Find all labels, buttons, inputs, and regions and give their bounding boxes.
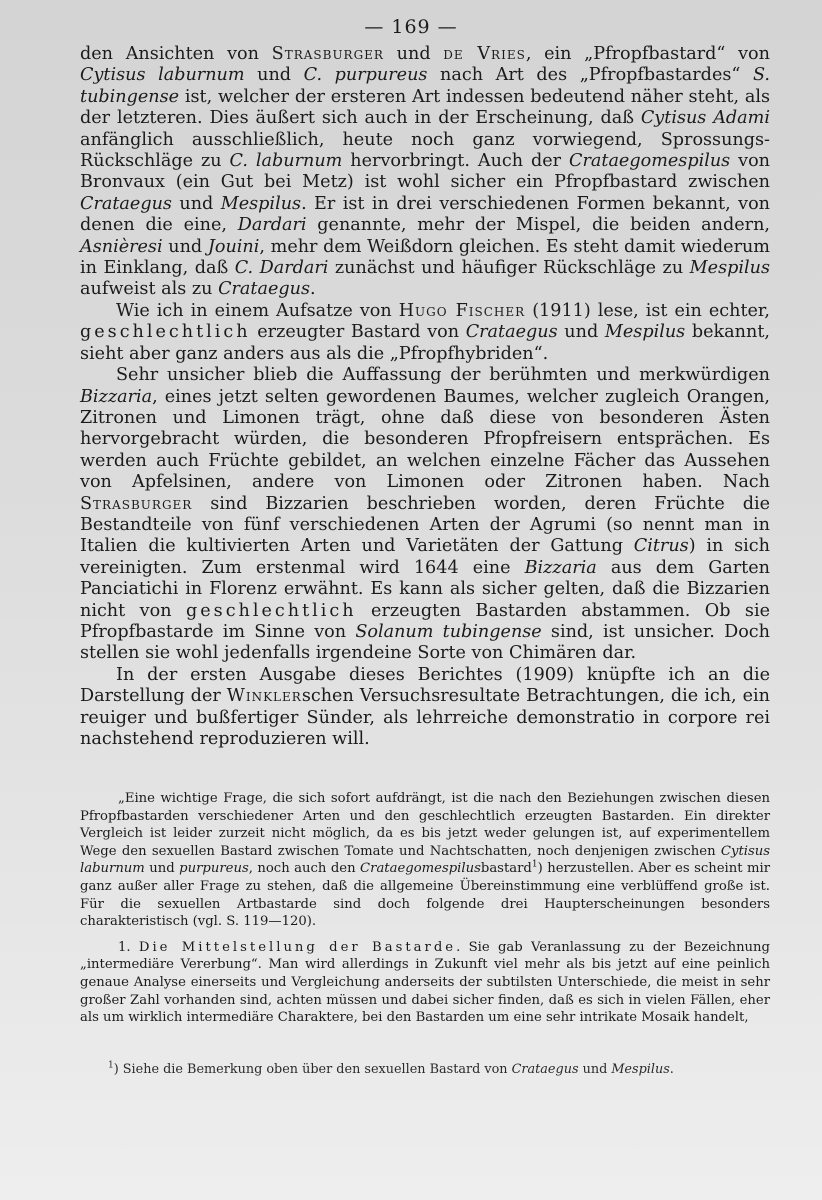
- page-number: — 169 —: [364, 16, 458, 38]
- quoted-passage: [80, 790, 770, 1027]
- body-paragraph: den Ansichten von Strasburger und de Vries, ein „Pfropfbastard“ von Cytisus laburnum und C. purpureus nach Art des „Pfropfbastardes“ S. tubingense ist, welcher der ersteren Art indessen bedeutend näher steht, als der letzteren. Dies äußert sich auch in der Erscheinung, daß Cytisus Adami anfänglich ausschließlich, heute noch ganz vorwiegend, Sprossungs-Rückschläge zu C. laburnum hervorbringt. Auch der Crataegomespilus von Bronvaux (ein Gut bei Metz) ist wohl sicher ein Pfropfbastard zwischen Crataegus und Mespilus. Er ist in drei verschiedenen Formen bekannt, von denen die eine, Dardari genannte, mehr der Mispel, die beiden andern, Asnièresi und Jouini, mehr dem Weißdorn gleichen. Es steht damit wiederum in Einklang, daß C. Dardari zunächst und häufiger Rückschläge zu Mespilus aufweist als zu Crataegus.: [80, 44, 770, 300]
- body-paragraph: In der ersten Ausgabe dieses Berichtes (1909) knüpfte ich an die Darstellung der Winklerschen Versuchsresultate Betrachtungen, die ich, ein reuiger und bußfertiger Sünder, als lehrreiche demonstratio in corpore rei nachstehend reproduzieren will.: [80, 664, 770, 749]
- footnote: $^1$) Siehe die Bemerkung oben über den sexuellen Bastard von Crataegus und Mespilus.: [108, 1060, 674, 1077]
- quote-paragraph: „Eine wichtige Frage, die sich sofort aufdrängt, ist die nach den Beziehungen zwischen diesen Pfropfbastarden verschiedener Arten und den geschlechtlich erzeugten Bastarden. Ein direkter Vergleich ist leider zurzeit nicht möglich, da es bis jetzt weder gelungen ist, auf experimentellem Wege den sexuellen Bastard zwischen Tomate und Nachtschatten, noch denjenigen zwischen Cytisus laburnum und purpureus, noch auch den Crataegomespilusbastard$^1$) herzustellen. Aber es scheint mir ganz außer aller Frage zu stehen, daß die allgemeine Übereinstimmung eine verblüffend große ist. Für die sexuellen Artbastarde sind doch folgende drei Haupterscheinungen besonders charakteristisch (vgl. S. 119—120).: [80, 791, 771, 930]
- body-paragraph: Sehr unsicher blieb die Auffassung der berühmten und merkwürdigen Bizzaria, eines jetzt selten gewordenen Baumes, welcher zugleich Orangen, Zitronen und Limonen trägt, ohne daß diese von besonderen Ästen hervorgebracht würden, die besonderen Pfropfreisern entsprächen. Es werden auch Früchte gebildet, an welchen einzelne Fächer das Aussehen von Apfelsinen, andere von Limonen oder Zitronen haben. Nach Strasburger sind Bizzarien beschrieben worden, deren Früchte die Bestandteile von fünf verschiedenen Arten der Agrumi (so nennt man in Italien die kultivierten Arten und Varietäten der Gattung Citrus) in sich vereinigten. Zum erstenmal wird 1644 eine Bizzaria aus dem Garten Panciatichi in Florenz erwähnt. Es kann als sicher gelten, daß die Bizzarien nicht von geschlechtlich erzeugten Bastarden abstammen. Ob sie Pfropfbastarde im Sinne von Solanum tubingense sind, ist unsicher. Doch stellen sie wohl jedenfalls irgendeine Sorte von Chimären dar.: [80, 365, 770, 664]
- quote-paragraph: 1. Die Mittelstellung der Bastarde. Sie gab Veranlassung zu der Bezeichnung „intermediäre Vererbung“. Man wird allerdings in Zukunft viel mehr als bis jetzt auf eine peinlich genaue Analyse einerseits und Vergleichung anderseits der subtilsten Unterschiede, die meist in sehr großer Zahl vorhanden sind, achten müssen und dabei sicher finden, daß es sich in vielen Fällen, eher als um wirklich intermediäre Charaktere, bei den Bastarden um eine sehr intrikate Mosaik handelt,: [80, 939, 770, 1026]
- main-text: [80, 44, 770, 750]
- body-paragraph: Wie ich in einem Aufsatze von Hugo Fischer (1911) lese, ist ein echter, geschlechtlich erzeugter Bastard von Crataegus und Mespilus bekannt, sieht aber ganz anders aus als die „Pfropfhybriden“.: [80, 300, 770, 364]
